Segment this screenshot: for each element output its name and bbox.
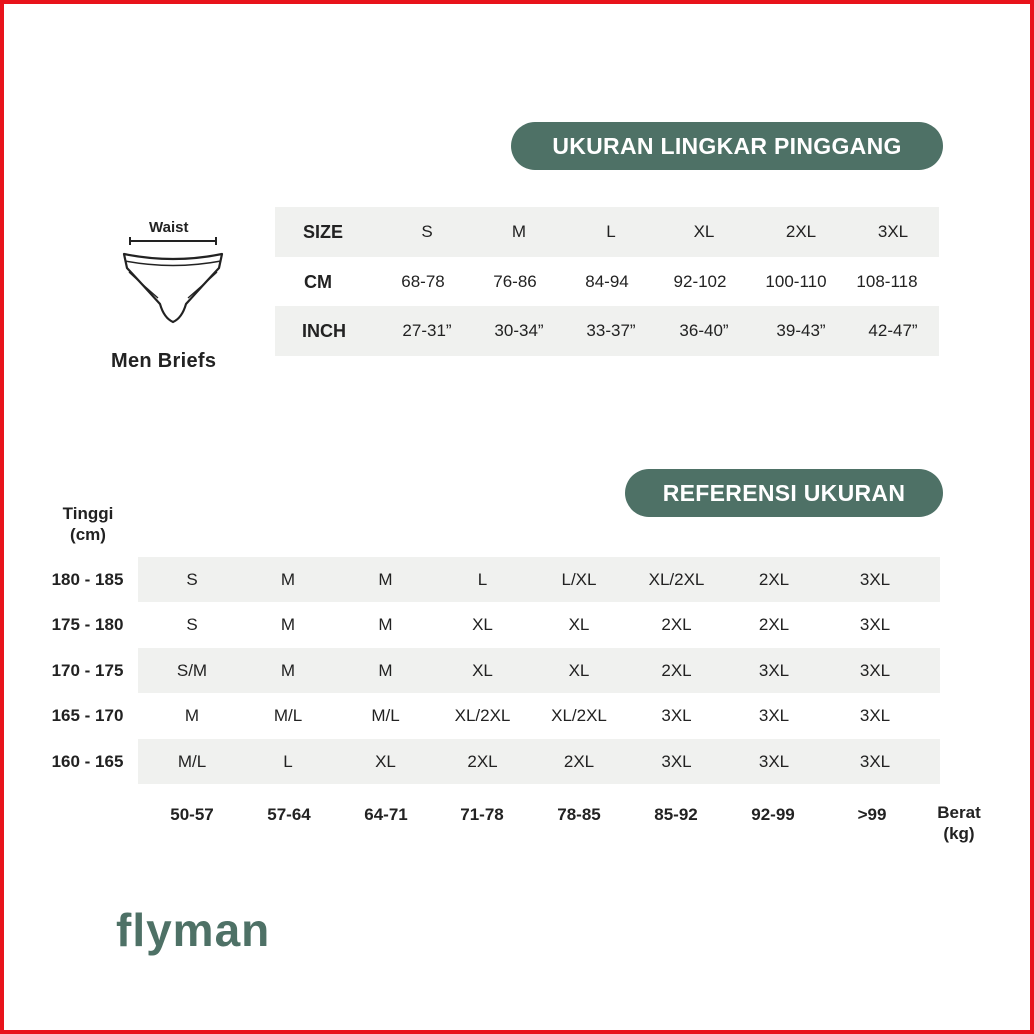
table-cell: XL (568, 614, 590, 634)
table-cell: 33-37” (586, 321, 636, 340)
height-label: 160 - 165 (51, 751, 124, 771)
table-cell: XL (472, 660, 493, 680)
flyman-logo: flyman (116, 904, 271, 956)
table-cell: L (283, 751, 293, 771)
table-cell: XL/2XL (551, 705, 607, 725)
table-cell: 3XL (661, 751, 692, 771)
table-cell: M (184, 705, 200, 725)
table-cell: XL/2XL (648, 569, 705, 589)
table-cell: M (280, 660, 296, 680)
table-cell: S (421, 222, 433, 241)
table-cell: 3XL (877, 222, 909, 241)
table-cell: 3XL (859, 751, 891, 771)
table-cell: 36-40” (679, 321, 729, 340)
table-cell: 39-43” (776, 321, 826, 340)
table-cell: 2XL (758, 614, 790, 634)
row-header: CM (304, 271, 332, 292)
table-cell: 3XL (859, 705, 891, 725)
table-row (138, 739, 940, 784)
table-cell: M (280, 614, 296, 634)
table-cell: 3XL (758, 751, 790, 771)
table-cell: XL (693, 222, 715, 241)
table-cell: M/L (273, 705, 303, 725)
table-cell: S (186, 614, 198, 634)
table-cell: XL (568, 660, 590, 680)
table-cell: 108-118 (856, 272, 918, 291)
height-label: 180 - 185 (51, 569, 124, 589)
waist-label: Waist (149, 219, 189, 236)
table-cell: M (378, 660, 393, 680)
table-cell: 3XL (661, 705, 692, 725)
table-cell: 2XL (758, 569, 790, 589)
weight-label: >99 (857, 805, 887, 824)
weight-label: 78-85 (557, 805, 601, 824)
table-cell: 2XL (661, 614, 692, 634)
weight-label-line-1: Berat (937, 803, 981, 822)
table-cell: 3XL (758, 660, 790, 680)
table-cell: XL/2XL (454, 705, 511, 725)
table-cell: 2XL (785, 222, 817, 241)
waist-size-title: UKURAN LINGKAR PINGGANG (511, 122, 943, 170)
table-row (138, 693, 940, 738)
table-cell: XL (375, 751, 396, 771)
table-row-inch (275, 306, 939, 356)
table-cell: L (606, 222, 616, 241)
table-cell: M/L (371, 705, 400, 725)
table-row (138, 602, 940, 647)
table-cell: 76-86 (493, 272, 537, 291)
table-cell: 42-47” (868, 321, 918, 340)
table-cell: 2XL (563, 751, 595, 771)
table-cell: L/XL (561, 569, 597, 589)
row-header: SIZE (302, 221, 343, 242)
table-cell: 3XL (758, 705, 790, 725)
product-name: Men Briefs (111, 350, 217, 372)
table-cell: 27-31” (402, 321, 452, 340)
height-axis-label (48, 503, 128, 545)
table-cell: M/L (177, 751, 207, 771)
height-label: 170 - 175 (51, 660, 124, 680)
weight-label: 85-92 (654, 805, 698, 824)
weight-label: 71-78 (460, 805, 504, 824)
table-cell: M (378, 569, 393, 589)
table-cell: 3XL (859, 614, 891, 634)
table-cell: 2XL (661, 660, 692, 680)
table-row-size (275, 207, 939, 257)
table-cell: M (280, 569, 296, 589)
table-cell: S/M (176, 660, 208, 680)
weight-label-line-2: (kg) (943, 824, 975, 843)
weight-label: 64-71 (364, 805, 408, 824)
table-cell: 30-34” (494, 321, 544, 340)
table-row (138, 648, 940, 693)
row-header: INCH (302, 320, 346, 341)
height-label-line-1: Tinggi (62, 504, 114, 523)
size-reference-title: REFERENSI UKURAN (625, 469, 943, 517)
table-cell: 92-102 (673, 272, 727, 291)
weight-label: 57-64 (267, 805, 311, 824)
height-label: 175 - 180 (51, 614, 124, 634)
table-cell: L (477, 569, 488, 589)
weight-label: 50-57 (170, 805, 214, 824)
table-cell: 84-94 (585, 272, 629, 291)
table-cell: 100-110 (765, 272, 827, 291)
table-cell: 3XL (859, 660, 891, 680)
weight-axis-label (926, 802, 992, 844)
table-cell: M (511, 222, 527, 241)
table-row-cm (275, 257, 939, 307)
table-cell: M (378, 614, 393, 634)
men-briefs-icon (120, 234, 226, 330)
table-cell: XL (472, 614, 493, 634)
table-cell: S (186, 569, 198, 589)
table-cell: 68-78 (401, 272, 445, 291)
table-cell: 2XL (467, 751, 498, 771)
height-label: 165 - 170 (51, 705, 124, 725)
weight-label: 92-99 (751, 805, 795, 824)
table-row (138, 557, 940, 602)
height-label-line-2: (cm) (70, 525, 106, 544)
table-cell: 3XL (859, 569, 891, 589)
